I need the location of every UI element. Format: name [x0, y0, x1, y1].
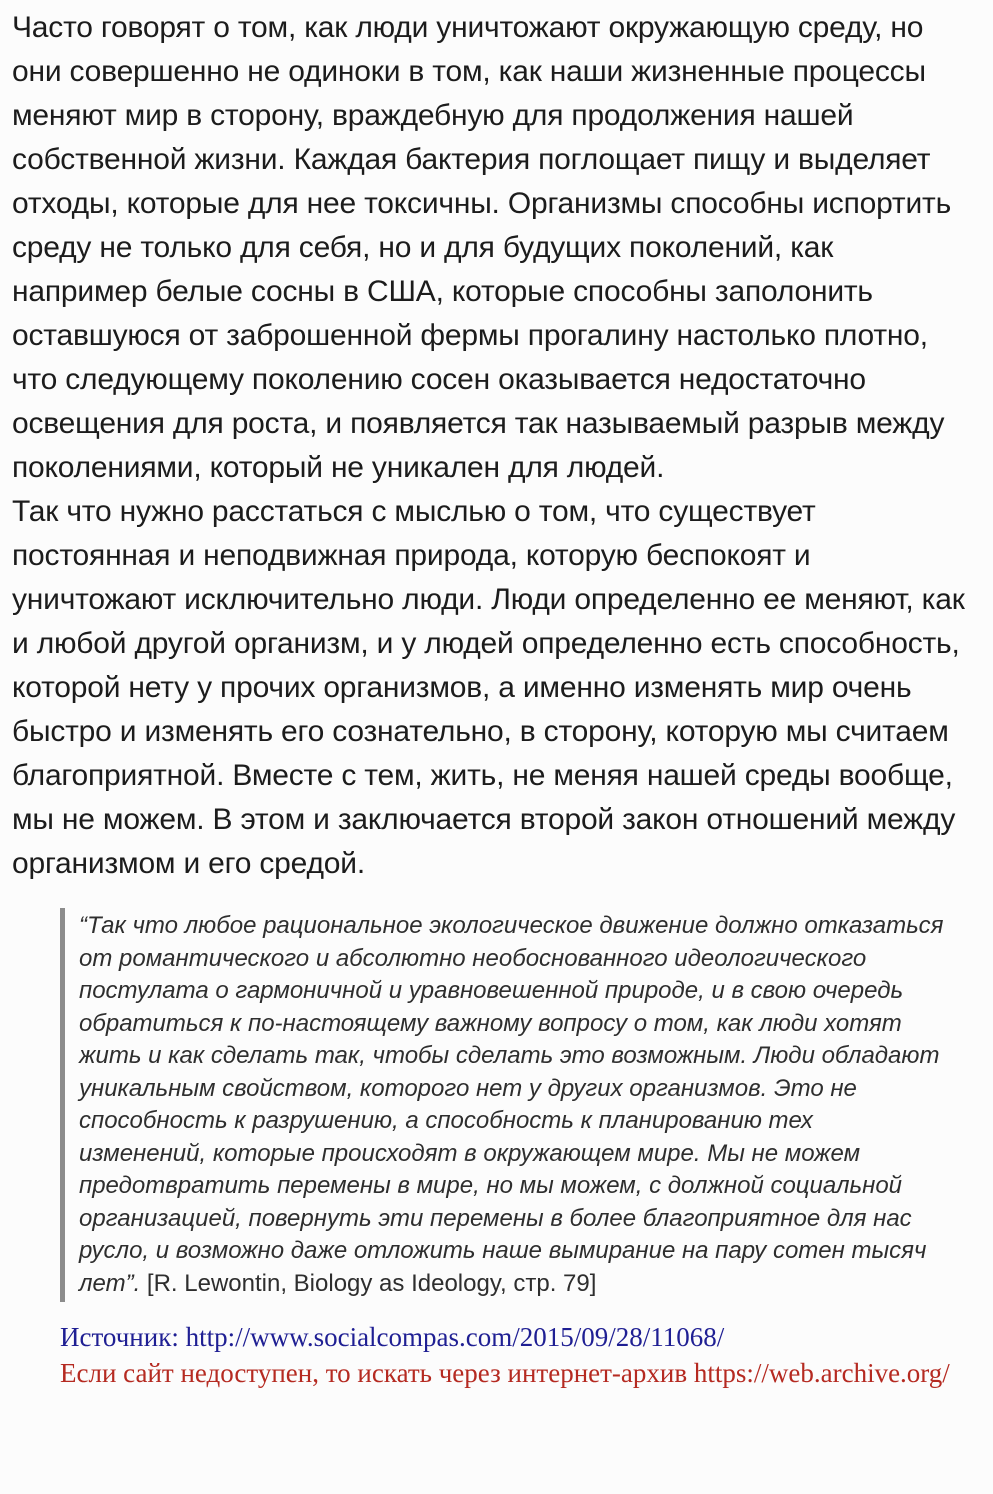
body-paragraph: Так что нужно расстаться с мыслью о том, что существует постоянная и неподвижная природа, которую беспокоят и уничтожают исключительно люди. Люди определенно ее меняют, как и любой другой организм, и у людей определенно есть способность, которой нету у прочих организмов, а именно изменять мир очень быстро и изменять его сознательно, в сторону, которую мы считаем благоприятной. Вместе с тем, жить, не меняя нашей среды вообще, мы не можем. В этом и заключается второй закон отношений между организмом и его средой. — [12, 495, 965, 880]
archive-note — [60, 1356, 975, 1391]
quote-block — [60, 908, 945, 1302]
quote-citation: [R. Lewontin, Biology as Ideology, стр. 79] — [140, 1269, 597, 1297]
source-url-link[interactable]: http://www.socialcompas.com/2015/09/28/11068/ — [185, 1322, 725, 1352]
archive-note-text: Если сайт недоступен, то искать через интернет-архив — [60, 1358, 694, 1388]
source-label: Источник: — [60, 1322, 186, 1352]
body-paragraph: Часто говорят о том, как люди уничтожают окружающую среду, но они совершенно не одиноки в том, как наши жизненные процессы меняют мир в сторону, враждебную для продолжения нашей собственной жизни. Каждая бактерия поглощает пищу и выделяет отходы, которые для нее токсичны. Организмы способны испортить среду не только для себя, но и для будущих поколений, как например белые сосны в США, которые способны заполонить оставшуюся от заброшенной фермы прогалину настолько плотно, что следующему поколению сосен оказывается недостаточно освещения для роста, и появляется так называемый разрыв между поколениями, который не уникален для людей. — [12, 11, 952, 484]
source-line — [60, 1320, 975, 1355]
quote-text: “Так что любое рациональное экологическое движение должно отказаться от романтического и абсолютно необоснованного идеологического постулата о гармоничной и уравновешенной природе, и в свою очередь обратиться к по-настоящему важному вопросу о том, как люди хотят жить и как сделать так, чтобы сделать это возможным. Люди обладают уникальным свойством, которого нет у других организмов. Это не способность к разрушению, а способность к планированию тех изменений, которые происходят в окружающем мире. Мы не можем предотвратить перемены в мире, но мы можем, с должной социальной организацией, повернуть эти перемены в более благоприятное для нас русло, и возможно даже отложить наше вымирание на пару сотен тысяч лет”. — [79, 912, 944, 1297]
archive-url-link[interactable]: https://web.archive.org/ — [693, 1358, 950, 1388]
